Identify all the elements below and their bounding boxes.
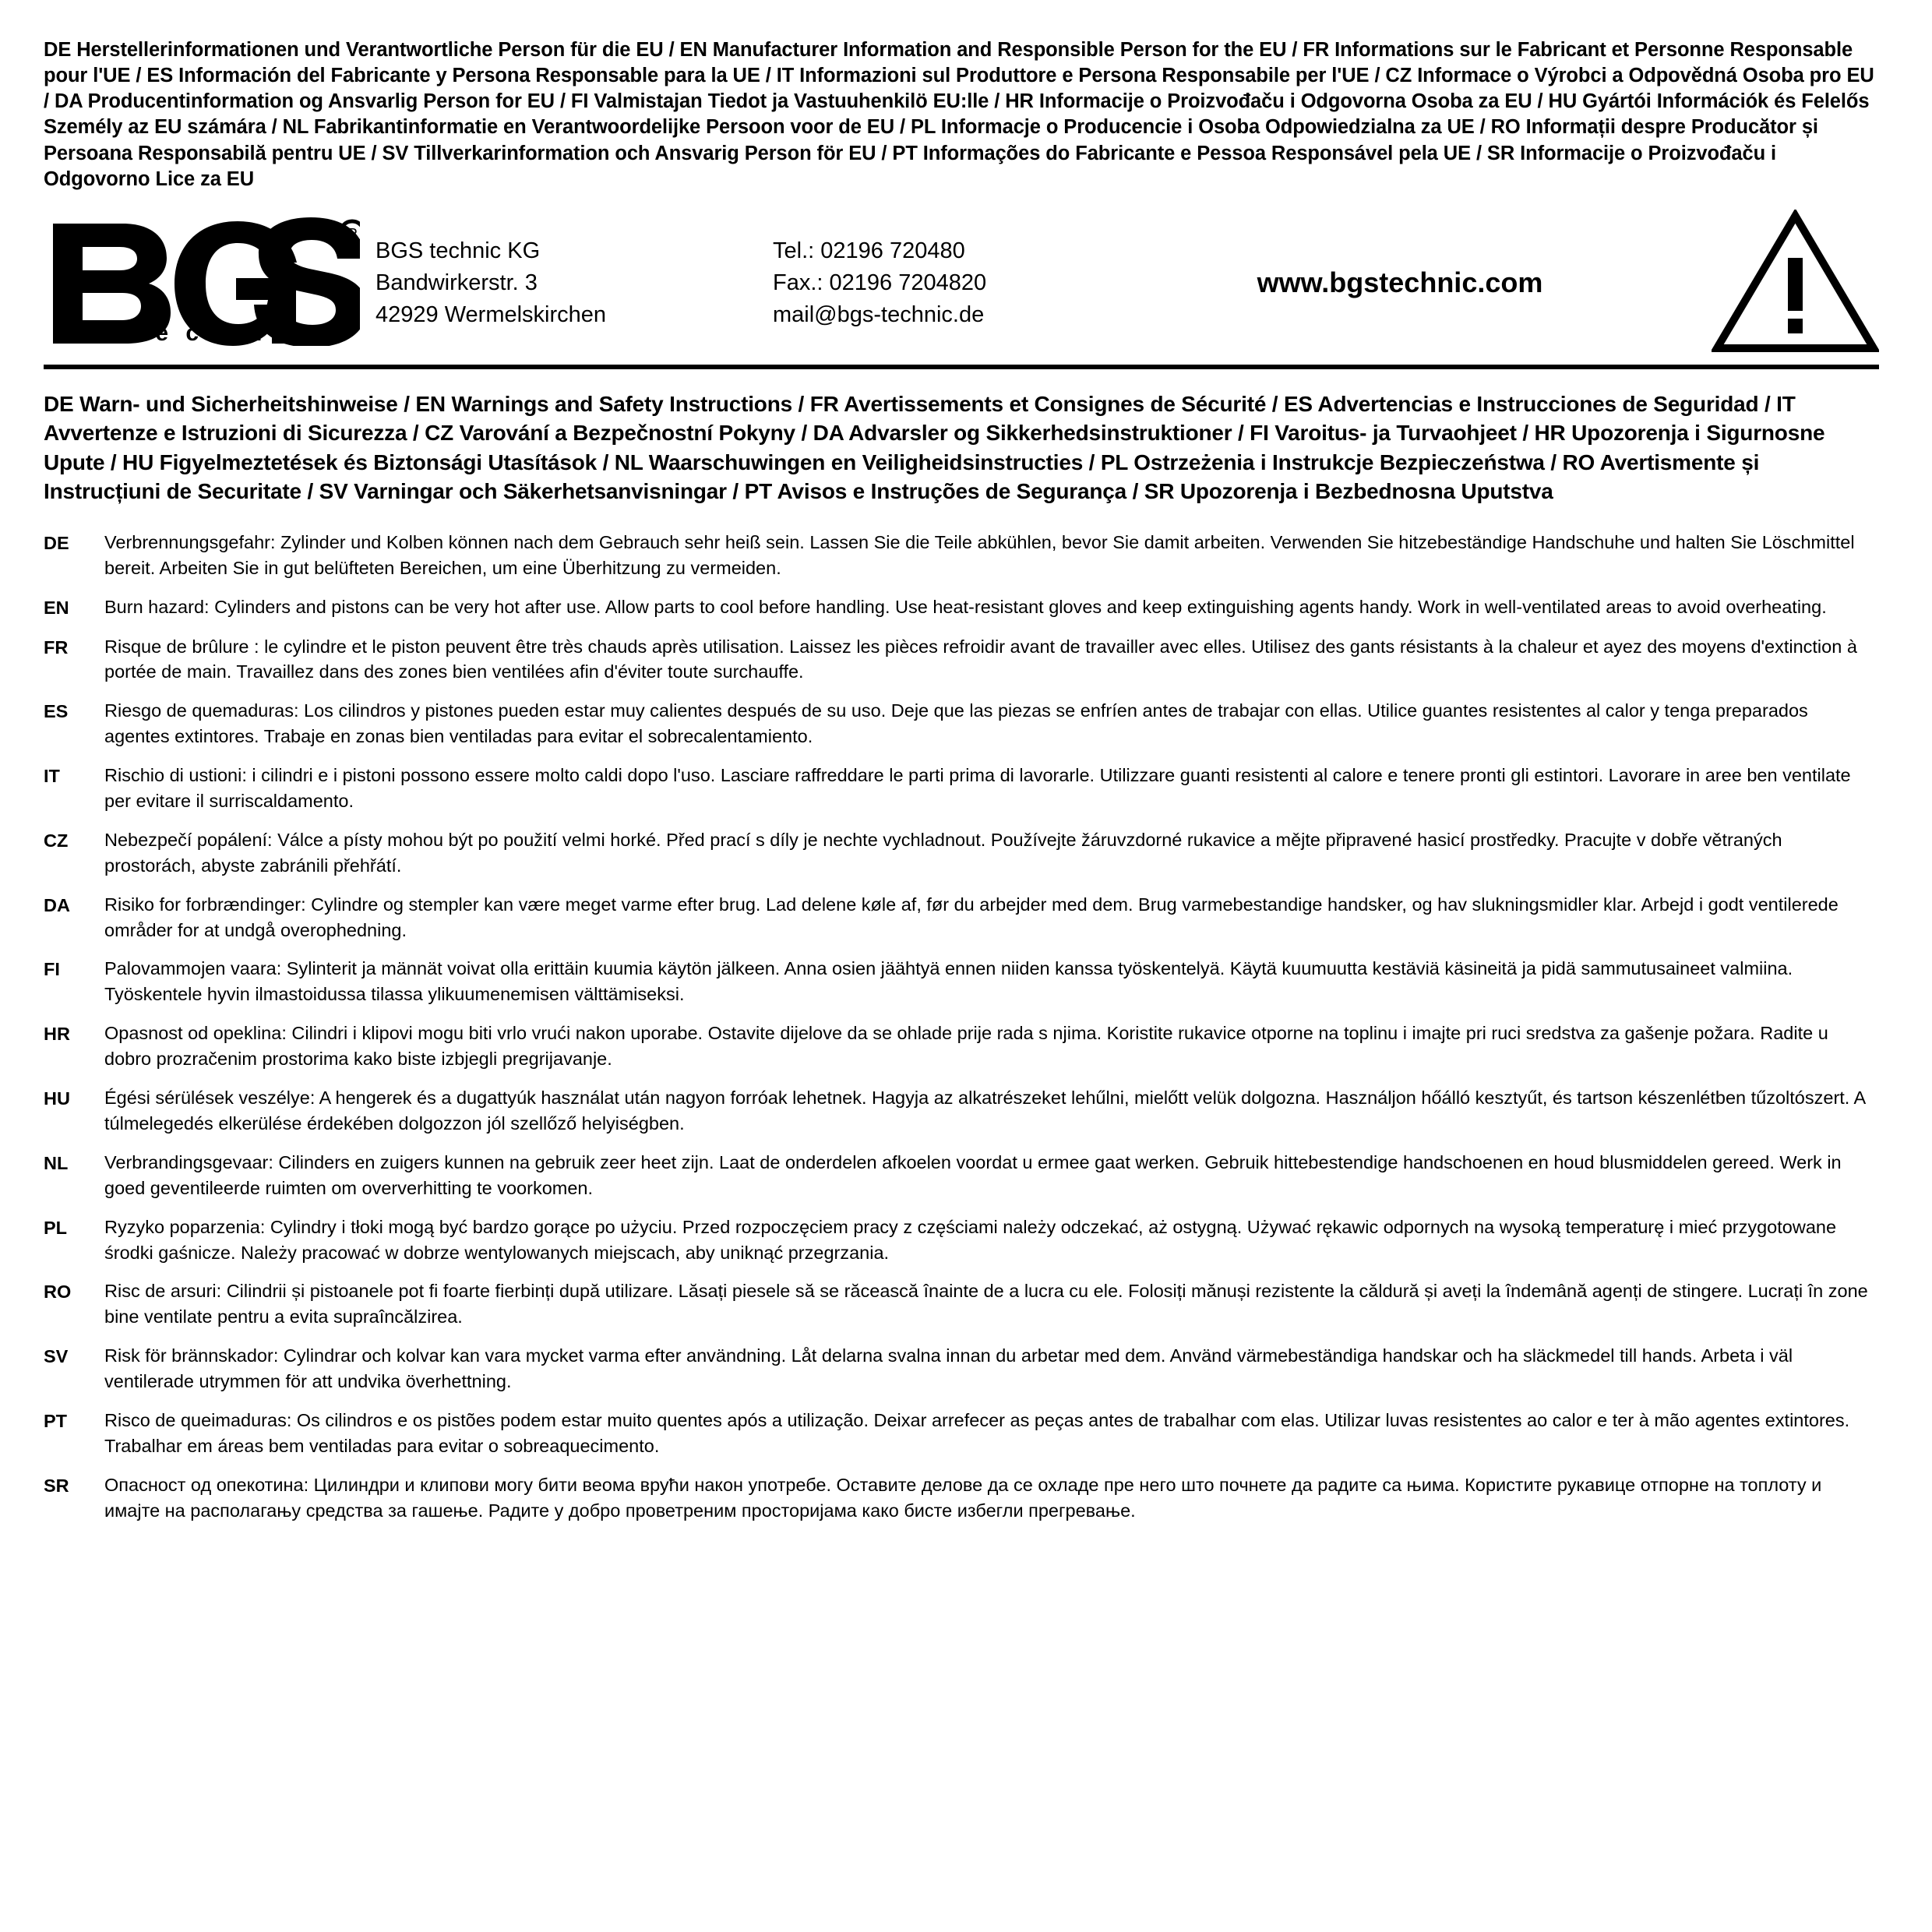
language-row-de bbox=[44, 530, 1879, 581]
language-text: Risque de brûlure : le cylindre et le piston peuvent être très chauds après utilisation. Laissez les pièces refroidir avant de travailler avec elles. Utilisez des gants résistants à la chaleur et ayez des moyens d'extinction à portée de main. Travaillez dans des zones bien ventilées afin d'éviter toute surchauffe. bbox=[104, 636, 1857, 682]
company-band bbox=[44, 210, 1879, 369]
language-code: RO bbox=[44, 1282, 72, 1303]
svg-text:R: R bbox=[346, 225, 358, 243]
language-text: Risco de queimaduras: Os cilindros e os pistões podem estar muito quentes após a utilização. Deixar arrefecer as peças antes de trabalhar com elas. Utilizar luvas resistentes ao calor e ter à mão agentes extintores. Trabalhar em áreas bem ventiladas para evitar o sobreaquecimento. bbox=[104, 1409, 1850, 1456]
language-row-pt bbox=[44, 1408, 1879, 1459]
svg-text:t e c h n i c: t e c h n i c bbox=[130, 319, 323, 346]
company-city: 42929 Wermelskirchen bbox=[375, 301, 607, 327]
bgs-logo-svg bbox=[48, 217, 360, 346]
language-text: Rischio di ustioni: i cilindri e i pistoni possono essere molto caldi dopo l'uso. Lasciare raffreddare le parti prima di lavorarle. Utilizzare guanti resistenti al calore e tenere pronti gli estintori. Lavorare in aree ben ventilate per evitare il surriscaldamento. bbox=[104, 765, 1851, 812]
company-name: BGS technic KG bbox=[375, 238, 541, 263]
language-code: PL bbox=[44, 1217, 68, 1238]
language-text: Ryzyko poparzenia: Cylindry i tłoki mogą być bardzo gorące po użyciu. Przed rozpoczęciem pracy z częściami należy odczekać, aż ostygną. Używać rękawic odpornych na wysoką temperaturę i mieć przygotowane środki gaśnicze. Należy pracować w dobrze wentylowanych miejscach, aby uniknąć przegrzania. bbox=[104, 1216, 1837, 1263]
language-text: Опасност од опекотина: Цилиндри и клипови могу бити веома врући након употребе. Оставите делове да се охладе пре него што почнете да радите са њима. Користите рукавице отпорне на топлоту и имајте на располагању средства за гашење. Радите у добро проветреним просторијама како бисте избегли прегревање. bbox=[104, 1474, 1822, 1521]
language-code: NL bbox=[44, 1152, 69, 1173]
company-fax: Fax.: 02196 7204820 bbox=[773, 270, 987, 295]
language-row-es bbox=[44, 698, 1879, 749]
language-text: Égési sérülések veszélye: A hengerek és a dugattyúk használat után nagyon forróak lehetnek. Hagyja az alkatrészeket lehűlni, mielőtt velük dolgozna. Használjon hőálló kesztyűt, és tartson készenlétben tűzoltószert. A túlmelegedés elkerülése érdekében dolgozzon jól szellőző helyiségben. bbox=[104, 1088, 1865, 1133]
warning-triangle bbox=[1700, 210, 1879, 354]
language-row-pl bbox=[44, 1215, 1879, 1266]
language-row-ro bbox=[44, 1278, 1879, 1330]
language-row-hr bbox=[44, 1021, 1879, 1072]
company-address bbox=[375, 232, 773, 332]
language-row-fi bbox=[44, 956, 1879, 1007]
language-code: PT bbox=[44, 1410, 68, 1431]
language-row-hu bbox=[44, 1085, 1879, 1137]
language-text: Verbrennungsgefahr: Zylinder und Kolben können nach dem Gebrauch sehr heiß sein. Lassen Sie die Teile abkühlen, bevor Sie damit arbeiten. Verwenden Sie hitzebeständige Handschuhe und halten Sie Löschmittel bereit. Arbeiten Sie in gut belüfteten Bereichen, um eine Überhitzung zu vermeiden. bbox=[104, 531, 1855, 578]
language-code: FI bbox=[44, 959, 60, 980]
language-text: Palovammojen vaara: Sylinterit ja männät voivat olla erittäin kuumia käytön jälkeen. Anna osien jäähtyä ennen niiden kanssa työskentelyä. Käytä kuumuutta kestäviä käsineitä ja pidä sammutusaineet valmiina. Työskentele hyvin ilmastoidussa tilassa ylikuumenemisen välttämiseksi. bbox=[104, 958, 1793, 1005]
language-text: Verbrandingsgevaar: Cilinders en zuigers kunnen na gebruik zeer heet zijn. Laat de onderdelen afkoelen voordat u ermee gaat werken. Gebruik hittebestendige handschoenen en houd blusmiddelen gereed. Werk in goed geventileerde ruimten om oververhitting te voorkomen. bbox=[104, 1151, 1842, 1198]
manufacturer-info-heading: DE Herstellerinformationen und Verantwortliche Person für die EU / EN Manufacturer Information and Responsible Person for the EU / FR Informations sur le Fabricant et Personne Responsable pour l'UE / ES Información del Fabricante y Persona Responsable para la UE / IT Informazioni sul Produttore e Persona Responsabile per l'UE / CZ Informace o Výrobci a Odpovědná Osoba pro EU / DA Producentinformation og Ansvarlig Person for EU / FI Valmistajan Tiedot ja Vastuuhenkilö EU:lle / HR Informacije o Proizvođaču i Odgovorna Osoba za EU / HU Gyártói Információk és Felelős Személy az EU számára / NL Fabrikantinformatie en Verantwoordelijke Persoon voor de EU / PL Informacje o Producencie i Osoba Odpowiedzialna za UE / RO Informații despre Producător și Persoana Responsabilă pentru UE / SV Tillverkarinformation och Ansvarig Person för EU / PT Informações do Fabricante e Pessoa Responsável pela UE / SR Informacije o Proizvođaču i Odgovorno Lice za EU bbox=[44, 39, 1874, 190]
safety-instructions-heading: DE Warn- und Sicherheitshinweise / EN Warnings and Safety Instructions / FR Avertissements et Consignes de Sécurité / ES Advertencias e Instrucciones de Seguridad / IT Avvertenze e Istruzioni di Sicurezza / CZ Varování a Bezpečnostní Pokyny / DA Advarsler og Sikkerhedsinstruktioner / FI Varoitus- ja Turvaohjeet / HR Upozorenja i Sigurnosne Upute / HU Figyelmeztetések és Biztonsági Utasítások / NL Waarschuwingen en Veiligheidsinstructies / PL Ostrzeżenia i Instrukcje Bezpieczeństwa / RO Avertismente și Instrucțiuni de Securitate / SV Varningar och Säkerhetsanvisningar / PT Avisos e Instruções de Segurança / SR Upozorenja i Bezbednosna Uputstva bbox=[44, 391, 1825, 504]
language-row-it bbox=[44, 763, 1879, 814]
company-street: Bandwirkerstr. 3 bbox=[375, 270, 538, 295]
language-code: ES bbox=[44, 701, 69, 722]
language-code: FR bbox=[44, 636, 69, 658]
language-code: IT bbox=[44, 766, 60, 787]
language-paragraph-list bbox=[44, 530, 1879, 1524]
language-code: SR bbox=[44, 1475, 69, 1496]
language-text: Risiko for forbrændinger: Cylindre og stempler kan være meget varme efter brug. Lad delene køle af, før du arbejder med dem. Brug varmebestandige handsker, og hav slukningsmidler klar. Arbejd i godt ventilerede områder for at undgå overophedning. bbox=[104, 894, 1839, 940]
company-website: www.bgstechnic.com bbox=[1257, 266, 1543, 299]
language-code: DE bbox=[44, 532, 69, 553]
language-row-sr bbox=[44, 1472, 1879, 1524]
language-code: SV bbox=[44, 1346, 69, 1367]
company-contact bbox=[773, 232, 1100, 332]
language-text: Risk för brännskador: Cylindrar och kolvar kan vara mycket varma efter användning. Låt delarna svalna innan du arbetar med dem. Använd värmebeständiga handskar och ha släckmedel till hands. Arbeta i väl ventilerade utrymmen för att undvika överhettning. bbox=[104, 1345, 1793, 1392]
language-code: CZ bbox=[44, 830, 69, 851]
language-text: Riesgo de quemaduras: Los cilindros y pistones pueden estar muy calientes después de su uso. Deje que las piezas se enfríen antes de trabajar con ellas. Utilice guantes resistentes al calor y tenga preparados agentes extintores. Trabaje en zonas bien ventiladas para evitar el sobrecalentamiento. bbox=[104, 700, 1808, 747]
language-text: Risc de arsuri: Cilindrii și pistoanele pot fi foarte fierbinți după utilizare. Lăsați piesele să se răcească înainte de a lucra cu ele. Folosiți mănuși rezistente la căldură și aveți la îndemână agenți de stingere. Lucrați în zone bine ventilate pentru a evita supraîncălzirea. bbox=[104, 1281, 1868, 1327]
language-row-fr bbox=[44, 634, 1879, 686]
warning-triangle-icon bbox=[1712, 210, 1879, 354]
language-row-da bbox=[44, 892, 1879, 943]
company-email: mail@bgs-technic.de bbox=[773, 301, 985, 327]
language-row-sv bbox=[44, 1343, 1879, 1394]
language-code: HU bbox=[44, 1088, 70, 1109]
bgs-logo bbox=[44, 217, 375, 346]
language-code: DA bbox=[44, 894, 70, 915]
language-text: Opasnost od opeklina: Cilindri i klipovi mogu biti vrlo vrući nakon uporabe. Ostavite dijelove da se ohlade prije rada s njima. Koristite rukavice otporne na toplinu i imajte pri ruci sredstva za gašenje požara. Radite u dobro prozračenim prostorima kako biste izbjegli pregrijavanje. bbox=[104, 1023, 1828, 1070]
company-tel: Tel.: 02196 720480 bbox=[773, 238, 965, 263]
language-code: EN bbox=[44, 597, 69, 618]
language-row-cz bbox=[44, 827, 1879, 879]
language-code: HR bbox=[44, 1024, 70, 1045]
language-row-en bbox=[44, 594, 1879, 621]
language-text: Burn hazard: Cylinders and pistons can be very hot after use. Allow parts to cool before handling. Use heat-resistant gloves and keep extinguishing agents handy. Work in well-ventilated areas to avoid overheating. bbox=[104, 596, 1827, 617]
language-text: Nebezpečí popálení: Válce a písty mohou být po použití velmi horké. Před prací s díly je nechte vychladnout. Používejte žáruvzdorné rukavice a mějte připravené hasicí prostředky. Pracujte v dobře větraných prostorách, abyste zabránili přehřátí. bbox=[104, 829, 1782, 876]
language-row-nl bbox=[44, 1150, 1879, 1201]
